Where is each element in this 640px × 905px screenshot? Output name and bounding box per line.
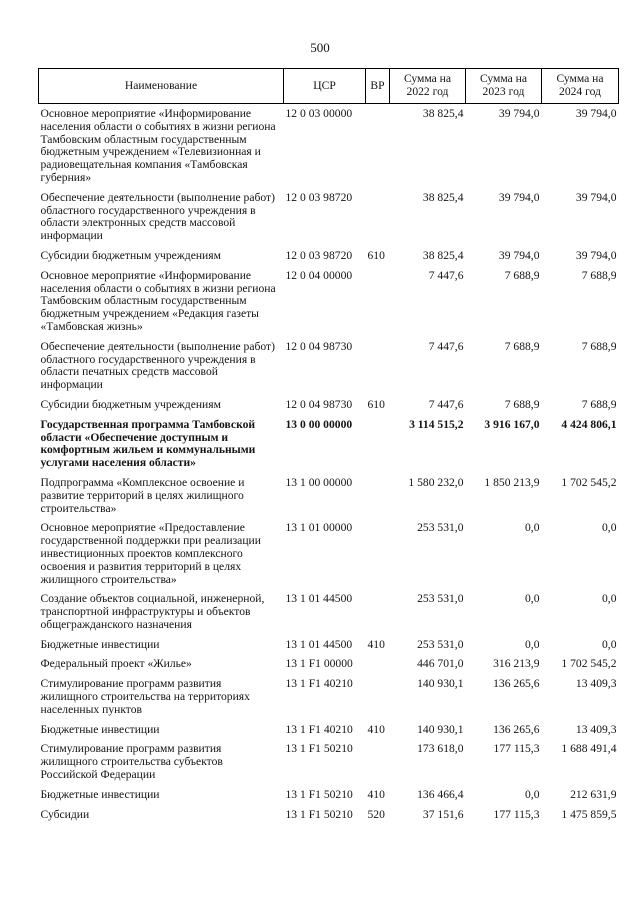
table-row xyxy=(39,246,619,266)
table-row xyxy=(39,473,619,518)
row-sum-2022: 140 930,1 xyxy=(417,722,464,736)
table-row xyxy=(39,337,619,395)
row-sum-2024: 7 688,9 xyxy=(581,339,617,353)
row-sum-2022: 38 825,4 xyxy=(422,107,464,120)
budget-table xyxy=(38,68,619,824)
table-row xyxy=(39,395,619,415)
row-sum-2024: 13 409,3 xyxy=(575,722,617,736)
table-body xyxy=(39,104,619,825)
row-sum-2024: 1 688 491,4 xyxy=(561,742,617,756)
header-sum-2023: Сумма на 2023 год xyxy=(466,69,542,104)
table-row xyxy=(39,739,619,784)
row-sum-2023: 316 213,9 xyxy=(493,657,540,671)
page-number: 500 xyxy=(310,40,330,55)
row-name: Субсидии бюджетным учреждениям xyxy=(40,248,221,262)
row-sum-2022: 1 580 232,0 xyxy=(408,475,464,489)
row-sum-2022: 3 114 515,2 xyxy=(409,417,464,431)
row-sum-2022: 253 531,0 xyxy=(417,521,464,535)
row-sum-2022: 253 531,0 xyxy=(417,592,464,606)
row-sum-2023: 136 265,6 xyxy=(493,677,540,691)
row-sum-2023: 7 688,9 xyxy=(504,268,540,282)
row-vr xyxy=(366,518,390,589)
row-sum-2024: 0,0 xyxy=(602,637,617,651)
row-csr: 13 1 F1 00000 xyxy=(285,657,353,671)
row-sum-2023: 0,0 xyxy=(525,521,540,535)
row-name: Основное мероприятие «Информирование населения области о событиях в жизни региона Тамбовским областным государственным бюджетным учреждением «Редакция газеты «Тамбовская жизнь» xyxy=(40,268,276,333)
row-name: Обеспечение деятельности (выполнение работ) областного государственного учреждения в области электронных средств массовой информации xyxy=(40,190,275,243)
row-csr: 13 1 F1 40210 xyxy=(285,677,353,691)
row-sum-2024: 39 794,0 xyxy=(575,248,617,262)
row-name: Субсидии xyxy=(40,807,90,821)
row-sum-2022: 38 825,4 xyxy=(422,190,464,204)
row-sum-2022: 37 151,6 xyxy=(422,807,464,821)
row-vr xyxy=(366,104,390,188)
row-csr: 13 1 00 00000 xyxy=(285,475,353,489)
row-vr xyxy=(366,337,390,395)
row-name: Основное мероприятие «Информирование населения области о событиях в жизни региона Тамбовским областным государственным бюджетным учреждением «Телевизионная и радиовещательная компания «Тамбовская губерния» xyxy=(40,107,276,184)
row-sum-2023: 39 794,0 xyxy=(498,190,540,204)
row-vr xyxy=(366,266,390,337)
row-sum-2022: 253 531,0 xyxy=(417,637,464,651)
row-csr: 13 1 F1 40210 xyxy=(285,722,353,736)
row-sum-2023: 177 115,3 xyxy=(493,742,540,756)
row-sum-2024: 1 702 545,2 xyxy=(561,657,617,671)
header-sum-2022: Сумма на 2022 год xyxy=(390,69,466,104)
row-vr: 520 xyxy=(367,807,385,821)
header-sum-2024: Сумма на 2024 год xyxy=(542,69,619,104)
row-sum-2024: 7 688,9 xyxy=(581,268,617,282)
row-csr: 12 0 04 98730 xyxy=(285,339,353,353)
table-row xyxy=(39,104,619,188)
row-sum-2022: 136 466,4 xyxy=(417,787,464,801)
header-csr: ЦСР xyxy=(284,69,366,104)
row-name: Бюджетные инвестиции xyxy=(40,722,160,736)
row-csr: 13 0 00 00000 xyxy=(285,417,353,431)
table-row xyxy=(39,720,619,740)
table-row xyxy=(39,674,619,719)
row-name: Стимулирование программ развития жилищного строительства субъектов Российской Федерации xyxy=(40,742,223,782)
row-csr: 13 1 01 44500 xyxy=(285,637,353,651)
row-csr: 12 0 04 98730 xyxy=(285,397,353,411)
row-sum-2024: 39 794,0 xyxy=(575,107,617,120)
table-row xyxy=(39,785,619,805)
row-sum-2024: 7 688,9 xyxy=(581,397,617,411)
table-header xyxy=(39,69,619,104)
table-row xyxy=(39,635,619,655)
row-csr: 13 1 01 00000 xyxy=(285,521,353,535)
row-sum-2023: 7 688,9 xyxy=(504,397,540,411)
row-sum-2022: 7 447,6 xyxy=(428,339,464,353)
row-sum-2022: 7 447,6 xyxy=(428,268,464,282)
row-sum-2024: 0,0 xyxy=(602,592,617,606)
row-sum-2022: 173 618,0 xyxy=(417,742,464,756)
row-vr: 410 xyxy=(367,787,385,801)
row-csr: 12 0 04 00000 xyxy=(285,268,353,282)
row-sum-2023: 136 265,6 xyxy=(493,722,540,736)
row-sum-2024: 1 702 545,2 xyxy=(561,475,617,489)
row-name: Стимулирование программ развития жилищного строительства на территориях населенных пунктов xyxy=(40,677,250,716)
row-sum-2022: 38 825,4 xyxy=(422,248,464,262)
row-csr: 12 0 03 98720 xyxy=(285,190,353,204)
row-sum-2024: 4 424 806,1 xyxy=(561,417,617,431)
row-name: Подпрограмма «Комплексное освоение и развитие территорий в целях жилищного строительства» xyxy=(40,475,245,515)
table-row xyxy=(39,518,619,589)
row-csr: 13 1 01 44500 xyxy=(285,592,353,606)
row-vr xyxy=(366,654,390,674)
row-csr: 13 1 F1 50210 xyxy=(285,807,353,821)
row-vr xyxy=(366,739,390,784)
table-row xyxy=(39,415,619,473)
row-vr: 410 xyxy=(367,722,385,736)
table-row xyxy=(39,266,619,337)
header-vr: ВР xyxy=(366,69,390,104)
table-row xyxy=(39,805,619,825)
row-sum-2022: 140 930,1 xyxy=(417,677,464,691)
row-sum-2024: 1 475 859,5 xyxy=(561,807,617,821)
row-vr: 410 xyxy=(367,637,385,651)
row-name: Создание объектов социальной, инженерной, транспортной инфраструктуры и объектов общегражданского назначения xyxy=(40,592,265,631)
row-name: Основное мероприятие «Предоставление государственной поддержки при реализации инвестиционных проектов комплексного освоения и развития территорий в целях жилищного строительства» xyxy=(40,521,261,586)
row-sum-2024: 0,0 xyxy=(602,521,617,535)
row-name: Субсидии бюджетным учреждениям xyxy=(40,397,221,411)
row-sum-2023: 1 850 213,9 xyxy=(484,475,540,489)
row-sum-2023: 0,0 xyxy=(525,787,540,801)
row-name: Обеспечение деятельности (выполнение работ) областного государственного учреждения в области печатных средств массовой информации xyxy=(40,339,275,392)
row-sum-2023: 39 794,0 xyxy=(498,248,540,262)
row-sum-2024: 39 794,0 xyxy=(575,190,617,204)
row-vr: 610 xyxy=(367,397,385,411)
table-row xyxy=(39,589,619,634)
row-sum-2023: 39 794,0 xyxy=(498,107,540,120)
row-vr xyxy=(366,188,390,246)
row-name: Государственная программа Тамбовской области «Обеспечение доступным и комфортным жильем и коммунальными услугами населения области» xyxy=(40,417,256,470)
row-sum-2023: 177 115,3 xyxy=(493,807,540,821)
row-name: Бюджетные инвестиции xyxy=(40,637,160,651)
header-name: Наименование xyxy=(39,69,284,104)
row-name: Федеральный проект «Жилье» xyxy=(40,657,192,671)
row-csr: 12 0 03 00000 xyxy=(285,107,353,120)
row-vr xyxy=(366,589,390,634)
row-sum-2023: 0,0 xyxy=(525,592,540,606)
row-sum-2022: 7 447,6 xyxy=(428,397,464,411)
row-vr xyxy=(366,415,390,473)
row-vr xyxy=(366,473,390,518)
table-row xyxy=(39,188,619,246)
row-sum-2022: 446 701,0 xyxy=(417,657,464,671)
row-sum-2024: 212 631,9 xyxy=(570,787,617,801)
row-sum-2023: 3 916 167,0 xyxy=(484,417,540,431)
row-sum-2023: 0,0 xyxy=(525,637,540,651)
row-sum-2023: 7 688,9 xyxy=(504,339,540,353)
row-vr: 610 xyxy=(367,248,385,262)
row-name: Бюджетные инвестиции xyxy=(40,787,160,801)
row-vr xyxy=(366,674,390,719)
row-csr: 13 1 F1 50210 xyxy=(285,787,353,801)
row-csr: 12 0 03 98720 xyxy=(285,248,353,262)
row-csr: 13 1 F1 50210 xyxy=(285,742,353,756)
row-sum-2024: 13 409,3 xyxy=(575,677,617,691)
table-row xyxy=(39,654,619,674)
